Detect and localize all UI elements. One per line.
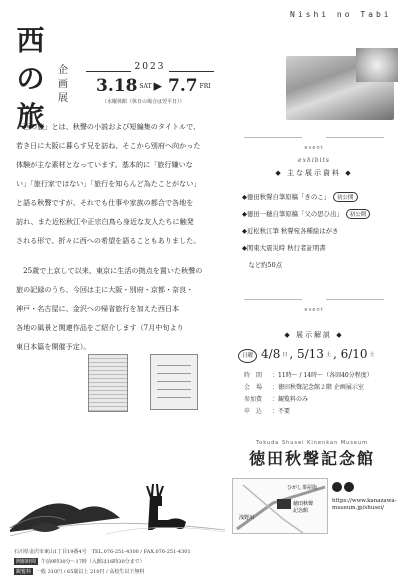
intro-line: 25歳で上京して以来、東京に生活の拠点を置いた秋聲の: [16, 266, 203, 275]
exhibits-heading: ◆ 主な展示資料 ◆: [275, 169, 353, 177]
museum-url[interactable]: https://www.kanazawa- museum.jp/shusei/: [332, 498, 397, 511]
intro-line: 若き日に大阪に暮らす兄を訪ね、そこから別府へ向かった: [16, 141, 201, 150]
access-map: [232, 478, 328, 534]
title-char: の: [16, 62, 46, 95]
intro-line: 旅の記録のうち、今回は主に大阪・別府・京都・奈良・: [16, 285, 194, 294]
museum-name: Tokuda Shusei Kinenkan Museum 徳田秋聲記念館: [248, 440, 375, 468]
event-info-row: 参加費 ：観覧料のみ: [244, 396, 309, 403]
section-divider: event: [236, 296, 392, 315]
event-dates: 日曜 4/8 日 , 5/13 土 , 6/10 土: [238, 347, 377, 361]
map-label: 浅野川: [239, 515, 255, 521]
exhibit-item: ◆近松秋江筆 秋聲宛各種絵はがき: [242, 227, 339, 235]
new-badge: 初公開: [346, 209, 371, 219]
certificate-image: [150, 354, 198, 410]
footer-fee: 観覧料 一般 310円 / 65歳以上 210円 / 高校生以下無料: [16, 569, 145, 575]
intro-line: 体験が主な素材となっています。基本的に「旅行嫌いな: [16, 160, 193, 169]
intro-line: 東日本篇を開催予定）。: [16, 342, 91, 351]
intro-line: 各地の風景と関連作品をご紹介します（7月中旬より: [16, 323, 184, 332]
year-label: 2023: [86, 62, 214, 72]
map-label: 徳田秋聲: [293, 501, 314, 507]
landscape-photo-small: [356, 48, 398, 82]
exhibit-item: ◆関東大震災時 秋行者証明書: [242, 244, 326, 252]
intro-line: 「西の旅」とは、秋聲の小説および短編集のタイトルで、: [16, 122, 201, 131]
event-info-row: 時 間 ：11時〜 / 14時〜（各回40分程度）: [244, 372, 373, 379]
exhibit-item: ◆徳田一穂自筆原稿「父の思ひ出」 初公開: [242, 209, 370, 219]
footer-address: 石川県金沢市東山1丁目19番4号 TEL.076-251-4300 / FAX.076-251-4301: [14, 549, 191, 555]
closed-note: （水曜休館（休日の場合は翌平日））: [102, 99, 185, 105]
exhibition-dates: 3.18 SAT ▸ 7.7 FRI: [96, 76, 211, 96]
exhibit-item: ◆徳田秋聲自筆原稿「きのこ」 初公開: [242, 192, 358, 202]
event-info-row: 会 場 ：徳田秋聲記念館２階 企画展示室: [244, 384, 364, 391]
intro-line: い」「旅行家ではない」「旅行を知らんど為たことがない」: [16, 179, 201, 188]
intro-line: 神戸・名古屋に、金沢への帰省旅行を加えた西日本: [16, 304, 180, 313]
map-label: ひがし茶屋街: [287, 485, 318, 491]
footer-hours: 開館時間 午前9時30分〜17時（入館は16時30分まで）: [16, 559, 145, 565]
intro-line: と語る秋聲ですが、それでも仕事や家族の都合で各地を: [16, 198, 194, 207]
brand-title: Nishi no Tabi: [290, 10, 392, 19]
exhibition-title: [14, 22, 48, 136]
event-info-row: 申 込 ：不要: [244, 408, 291, 415]
title-char: 西: [16, 24, 46, 57]
event-heading: ◆ 展示解説 ◆: [284, 331, 344, 339]
exhibits-label: exhibits: [298, 157, 330, 164]
deer-illustration: [10, 470, 225, 542]
exhibition-subtitle: 企 画 展: [58, 65, 68, 104]
section-divider: event: [236, 134, 392, 153]
facebook-icon[interactable]: [344, 482, 354, 492]
intro-line: される形で、折々に西への希望を語ることもありました。: [16, 236, 201, 245]
intro-line: 訪れ、また近松秋江や正宗白鳥ら身近な友人たちに触発: [16, 217, 194, 226]
twitter-icon[interactable]: [332, 482, 342, 492]
new-badge: 初公開: [333, 192, 358, 202]
postcard-image: [88, 354, 128, 412]
exhibit-item: など約50点: [242, 261, 283, 269]
map-label: 記念館: [293, 508, 309, 514]
title-char: 旅: [16, 100, 46, 133]
